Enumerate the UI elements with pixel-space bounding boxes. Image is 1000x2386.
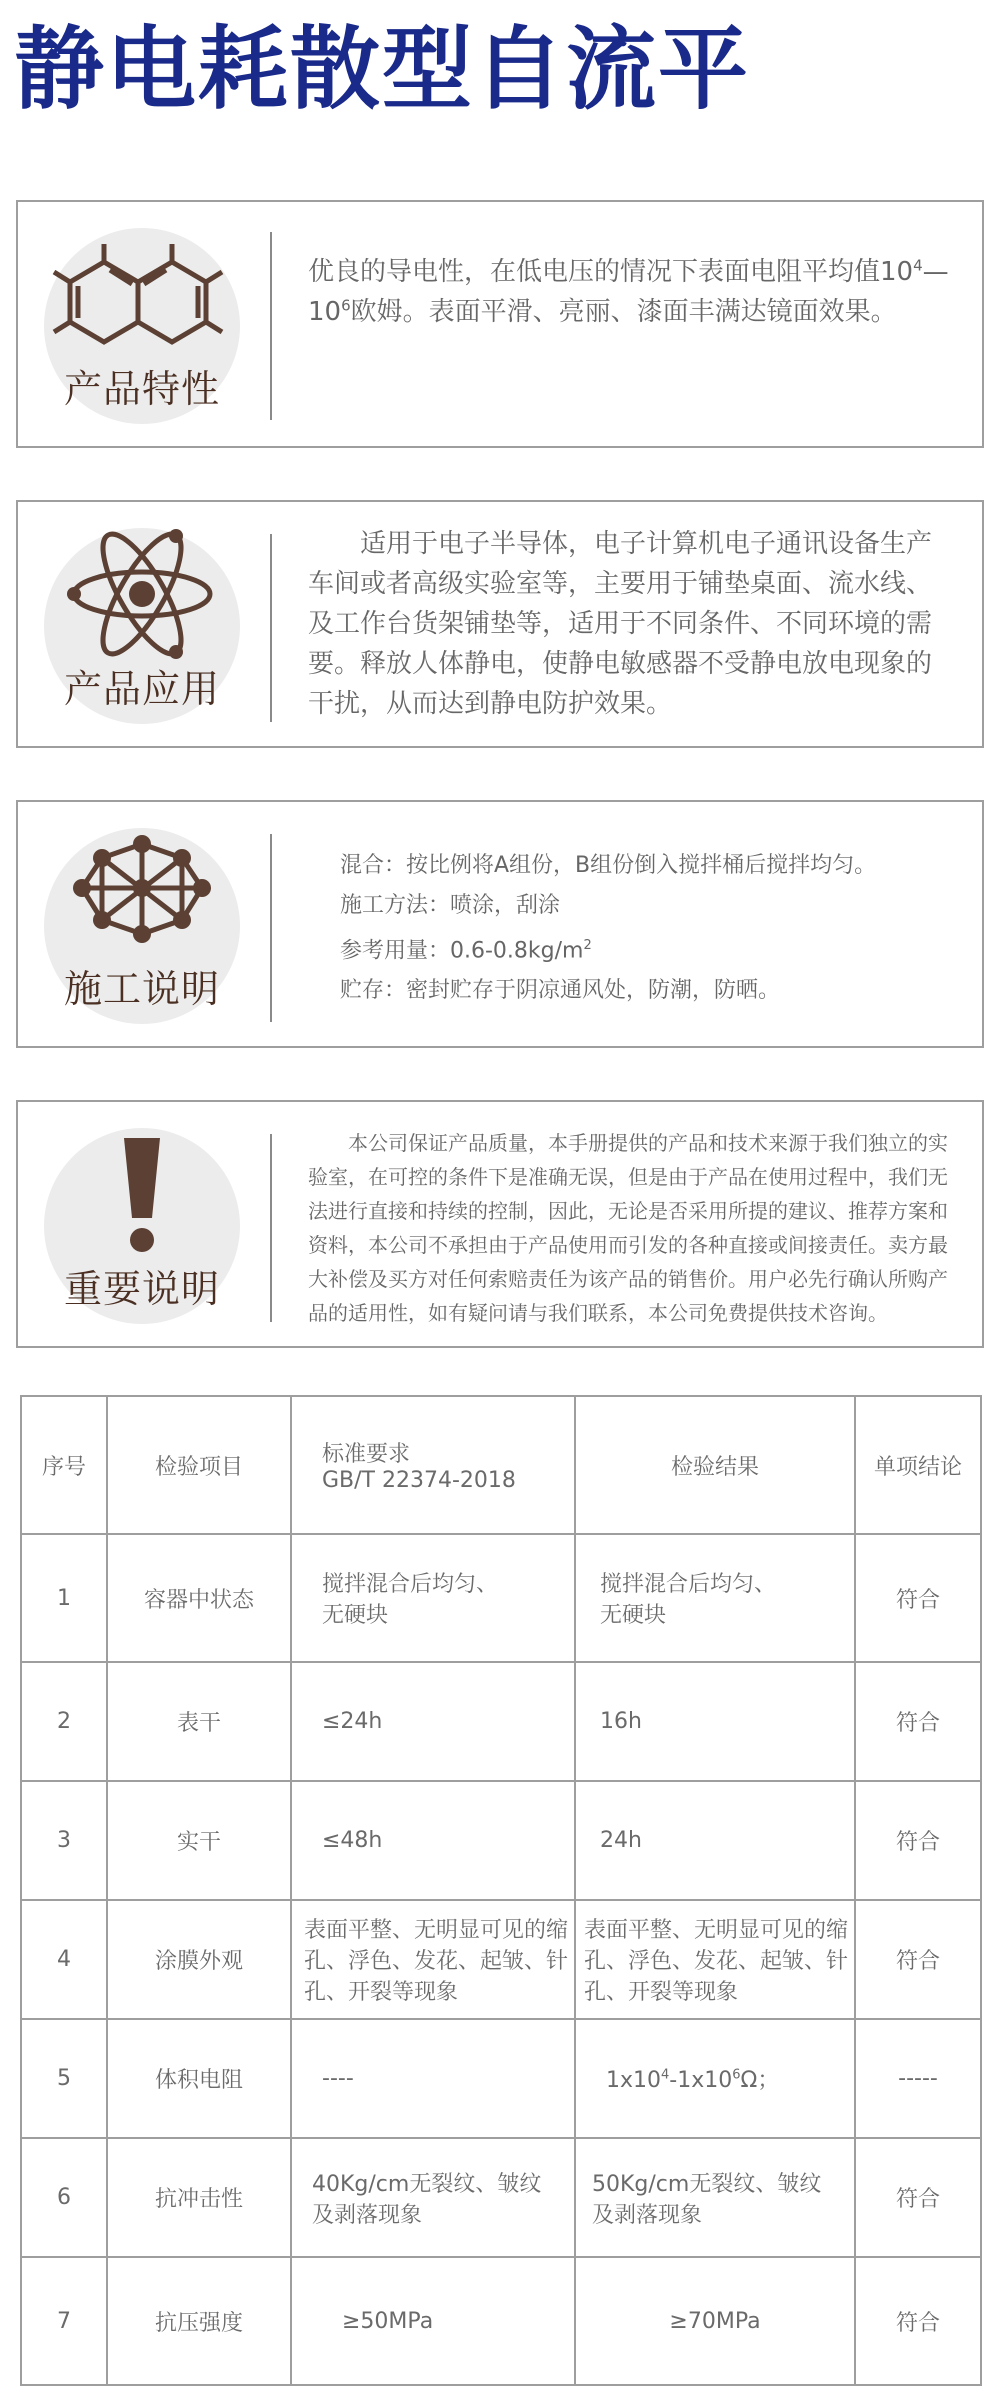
cell-standard: ---- (291, 2019, 575, 2138)
application-card (16, 500, 984, 748)
construction-card (16, 800, 984, 1048)
feature-text (308, 252, 956, 332)
resistance-text: Ω； (740, 2068, 780, 2093)
cell-conclusion: 符合 (855, 1900, 981, 2019)
notice-badge (44, 1128, 240, 1324)
cell-conclusion: 符合 (855, 2257, 981, 2385)
feature-heading: 产品特性 (63, 367, 220, 411)
exponent: 4 (661, 2067, 670, 2083)
resistance-text: -1x10 (669, 2068, 733, 2093)
table-row (21, 2138, 981, 2257)
table-row (21, 1900, 981, 2019)
application-text (308, 524, 956, 724)
notice-heading: 重要说明 (63, 1267, 220, 1311)
page-title: 静电耗散型自流平 (14, 17, 750, 122)
notice-text-body: 本公司保证产品质量，本手册提供的产品和技术来源于我们独立的实验室，在可控的条件下是准确无误，但是由于产品在使用过程中，我们无法进行直接和持续的控制，因此，无论是否采用所提的建议、推荐方案和资料，本公司不承担由于产品使用而引发的各种直接或间接责任。卖方最大补偿及买方对任何索赔责任为该产品的销售价。用户必先行确认所购产品的适用性，如有疑问请与我们联系，本公司免费提供技术咨询。 (308, 1131, 948, 1325)
table-header-row (21, 1396, 981, 1534)
construction-line: 贮存：密封贮存于阴凉通风处，防潮，防晒。 (340, 978, 781, 1004)
cell-item: 涂膜外观 (107, 1900, 291, 2019)
application-heading: 产品应用 (63, 667, 220, 711)
header-conclusion: 单项结论 (855, 1396, 981, 1534)
table-row (21, 1534, 981, 1662)
cell-no: 6 (21, 2138, 107, 2257)
header-item: 检验项目 (107, 1396, 291, 1534)
application-text-body: 适用于电子半导体，电子计算机电子通讯设备生产车间或者高级实验室等，主要用于铺垫桌面、流水线、及工作台货架铺垫等，适用于不同条件、不同环境的需要。释放人体静电，使静电敏感器不受静电放电现象的干扰，从而达到静电防护效果。 (308, 529, 933, 719)
divider (270, 1134, 272, 1322)
usage-text: 参考用量：0.6-0.8kg/m (340, 938, 584, 964)
cell-standard: 表面平整、无明显可见的缩孔、浮色、发花、起皱、针孔、开裂等现象 (291, 1900, 575, 2019)
cell-conclusion: 符合 (855, 2138, 981, 2257)
cell-result (575, 2019, 855, 2138)
feature-badge (44, 228, 240, 424)
cell-result: ≥70MPa (575, 2257, 855, 2385)
cell-standard: ≥50MPa (291, 2257, 575, 2385)
table-row (21, 2257, 981, 2385)
exponent: 6 (732, 2067, 741, 2083)
table-row (21, 2019, 981, 2138)
construction-badge (44, 828, 240, 1024)
construction-line: 施工方法：喷涂，刮涂 (340, 893, 561, 918)
cell-no: 7 (21, 2257, 107, 2385)
notice-text (308, 1126, 956, 1330)
cell-standard: ≤24h (291, 1662, 575, 1781)
cell-item: 抗压强度 (107, 2257, 291, 2385)
cell-result: 50Kg/cm无裂纹、皱纹及剥落现象 (575, 2138, 855, 2257)
exponent: 6 (341, 296, 351, 315)
exponent: 4 (913, 256, 923, 275)
header-result: 检验结果 (575, 1396, 855, 1534)
feature-text-part: 优良的导电性，在低电压的情况下表面电阻平均值10 (308, 257, 914, 287)
header-no: 序号 (21, 1396, 107, 1534)
header-standard (291, 1396, 575, 1534)
cell-no: 5 (21, 2019, 107, 2138)
header-standard-line2: GB/T 22374-2018 (322, 1468, 516, 1493)
construction-text (340, 846, 956, 1011)
construction-heading: 施工说明 (63, 967, 220, 1011)
resistance-text: 1x10 (606, 2068, 662, 2093)
application-badge (44, 528, 240, 724)
notice-card (16, 1100, 984, 1348)
header-standard-line1: 标准要求 (322, 1442, 411, 1467)
cell-item: 体积电阻 (107, 2019, 291, 2138)
construction-line (340, 926, 956, 971)
cell-conclusion: ----- (855, 2019, 981, 2138)
cell-item: 实干 (107, 1781, 291, 1900)
unit-exponent: 2 (583, 938, 592, 953)
cell-no: 1 (21, 1534, 107, 1662)
cell-conclusion: 符合 (855, 1781, 981, 1900)
inspection-table (20, 1395, 982, 2386)
divider (270, 534, 272, 722)
cell-no: 3 (21, 1781, 107, 1900)
cell-item: 表干 (107, 1662, 291, 1781)
divider (270, 834, 272, 1022)
table-row (21, 1662, 981, 1781)
cell-no: 4 (21, 1900, 107, 2019)
feature-text-part: —10 (308, 257, 949, 327)
feature-card (16, 200, 984, 448)
cell-standard: ≤48h (291, 1781, 575, 1900)
cell-result: 16h (575, 1662, 855, 1781)
cell-no: 2 (21, 1662, 107, 1781)
cell-conclusion: 符合 (855, 1662, 981, 1781)
cell-standard: 搅拌混合后均匀、无硬块 (291, 1534, 575, 1662)
construction-line: 混合：按比例将A组份，B组份倒入搅拌桶后搅拌均匀。 (340, 853, 877, 878)
cell-item: 容器中状态 (107, 1534, 291, 1662)
cell-standard: 40Kg/cm无裂纹、皱纹及剥落现象 (291, 2138, 575, 2257)
feature-text-part: 欧姆。表面平滑、亮丽、漆面丰满达镜面效果。 (350, 297, 897, 327)
cell-result: 搅拌混合后均匀、无硬块 (575, 1534, 855, 1662)
cell-conclusion: 符合 (855, 1534, 981, 1662)
divider (270, 232, 272, 420)
cell-item: 抗冲击性 (107, 2138, 291, 2257)
table-row (21, 1781, 981, 1900)
cell-result: 24h (575, 1781, 855, 1900)
cell-result: 表面平整、无明显可见的缩孔、浮色、发花、起皱、针孔、开裂等现象 (575, 1900, 855, 2019)
